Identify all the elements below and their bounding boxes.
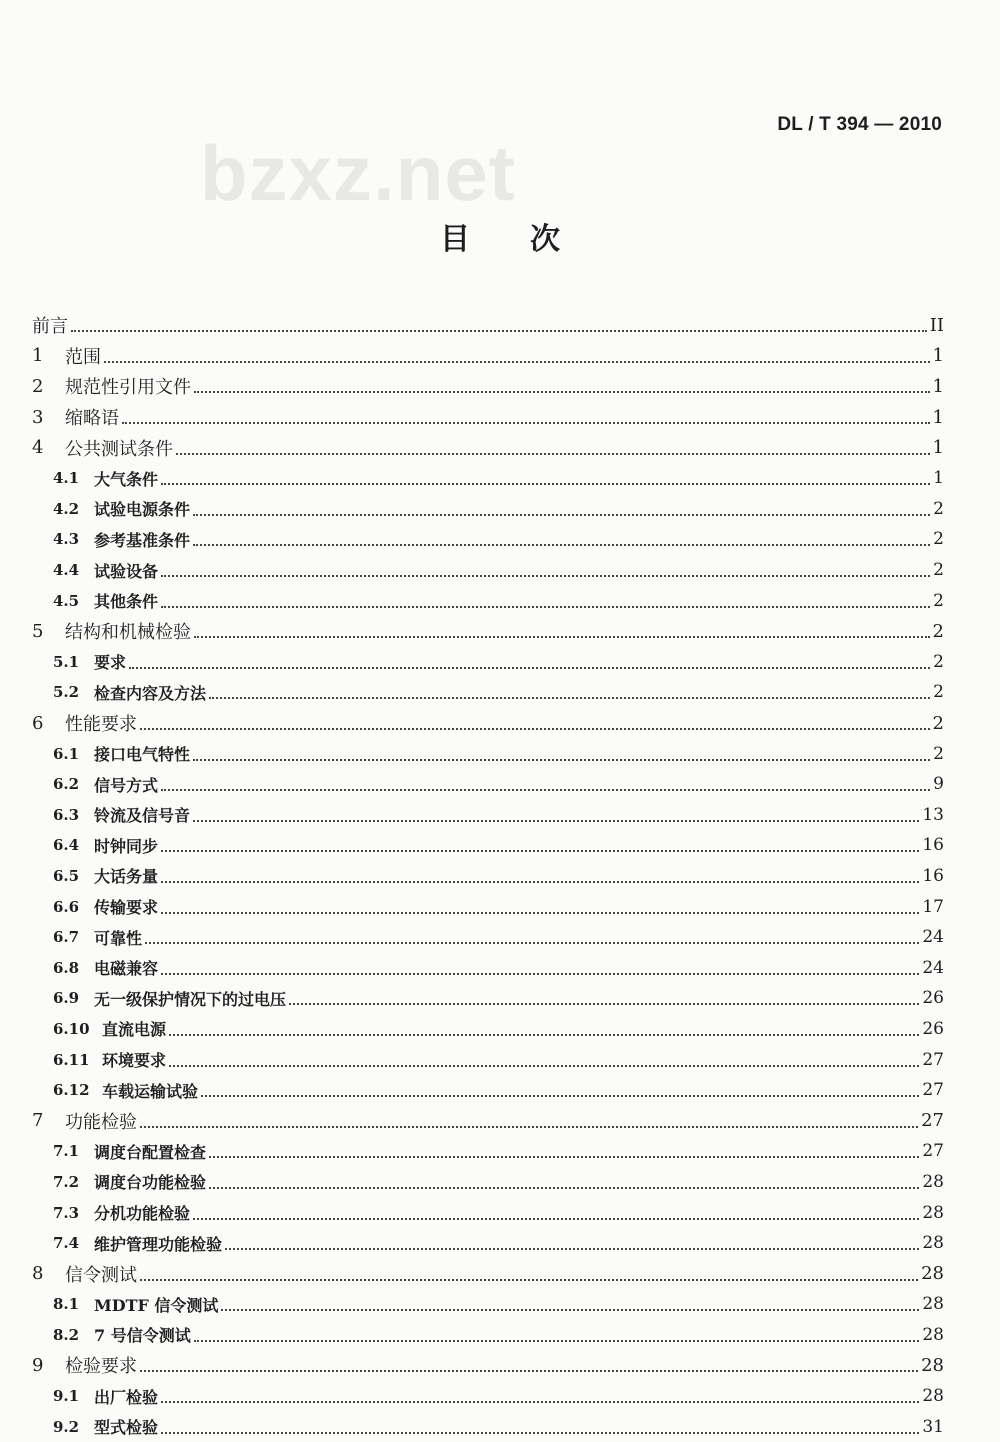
dot-leader (161, 606, 930, 608)
toc-entry-number: 4 (32, 437, 44, 459)
toc-entry-number: 4.5 (53, 591, 80, 610)
toc-entry-title: 性能要求 (65, 714, 137, 736)
dot-leader (209, 1156, 919, 1158)
toc-entry-page: 2 (933, 743, 944, 764)
dot-leader (289, 1003, 919, 1005)
dot-leader (194, 636, 930, 638)
dot-leader (140, 1279, 918, 1281)
toc-entry-number: 6.12 (53, 1081, 90, 1100)
dot-leader (194, 391, 930, 393)
toc-entry-title: 检验要求 (65, 1356, 137, 1378)
toc-entry-page: 2 (933, 529, 944, 550)
toc-entry-title: 分机功能检验 (94, 1204, 191, 1224)
toc-entry-title: 试验电源条件 (94, 500, 191, 520)
toc-entry-number: 6.9 (53, 989, 80, 1008)
toc-entry-title: 信号方式 (94, 775, 159, 795)
toc-entry-page: 2 (933, 560, 944, 581)
toc-entry-title: 其他条件 (94, 592, 159, 612)
toc-entry[interactable] (32, 1258, 944, 1289)
toc-entry-title: 时钟同步 (94, 836, 159, 856)
toc-entry[interactable] (32, 1411, 944, 1442)
toc-entry[interactable] (32, 1289, 944, 1320)
toc-entry[interactable] (32, 891, 944, 922)
toc-entry-page: 24 (922, 927, 944, 948)
toc-entry[interactable] (32, 647, 944, 678)
toc-entry-number: 4.4 (53, 561, 80, 580)
toc-entry-number: 5.1 (53, 652, 80, 671)
toc-entry-page: 2 (933, 590, 944, 611)
toc-entry-page: 13 (922, 804, 944, 825)
dot-leader (140, 728, 930, 730)
toc-entry-page: 27 (922, 1080, 944, 1101)
toc-entry-title: 检查内容及方法 (94, 683, 207, 703)
toc-entry[interactable] (32, 1075, 944, 1106)
toc-entry-number: 6.1 (53, 744, 80, 763)
toc-entry[interactable] (32, 800, 944, 831)
dot-leader (193, 759, 930, 761)
toc-entry-number: 4.3 (53, 530, 80, 549)
dot-leader (161, 483, 930, 485)
toc-entry-page: 17 (922, 896, 944, 917)
toc-entry-title: 大气条件 (94, 469, 159, 489)
toc-entry-page: 26 (922, 1018, 944, 1039)
toc-entry-title: MDTF 信令测试 (94, 1295, 219, 1315)
dot-leader (225, 1248, 919, 1250)
toc-entry-page: 1 (932, 437, 944, 459)
toc-entry-title: 车载运输试验 (102, 1081, 199, 1101)
toc-entry-page: 31 (922, 1416, 944, 1437)
dot-leader (161, 881, 919, 883)
toc-entry-number: 8.2 (53, 1325, 80, 1344)
toc-entry-title: 缩略语 (65, 408, 119, 430)
toc-entry-title: 功能检验 (65, 1111, 137, 1133)
toc-entry-title: 调度台配置检查 (94, 1142, 207, 1162)
toc-entry-page: 1 (932, 345, 944, 367)
toc-entry-title: 范围 (65, 346, 101, 368)
dot-leader (140, 1370, 918, 1372)
toc-entry-number: 6.4 (53, 836, 80, 855)
dot-leader (129, 667, 930, 669)
toc-entry-number: 9.1 (53, 1387, 80, 1406)
toc-entry[interactable] (32, 494, 944, 525)
toc-entry[interactable] (32, 371, 944, 402)
dot-leader (194, 1340, 920, 1342)
toc-entry-page: 28 (922, 1324, 944, 1345)
toc-entry-page: 16 (922, 865, 944, 886)
toc-entry[interactable] (32, 402, 944, 433)
toc-entry[interactable] (32, 952, 944, 983)
toc-entry[interactable] (32, 830, 944, 861)
dot-leader (104, 361, 930, 363)
toc-entry-number: 7.2 (53, 1172, 80, 1191)
toc-entry[interactable] (32, 555, 944, 586)
dot-leader (221, 1309, 919, 1311)
toc-entry-page: 1 (933, 468, 944, 489)
dot-leader (71, 330, 927, 332)
toc-entry-page: 9 (933, 774, 944, 795)
toc-entry-title: 出厂检验 (94, 1387, 159, 1407)
dot-leader (161, 1432, 919, 1434)
dot-leader (161, 912, 919, 914)
toc-entry-page: 26 (922, 988, 944, 1009)
toc-entry[interactable] (32, 1105, 944, 1136)
dot-leader (140, 1126, 918, 1128)
toc-entry-page: II (929, 314, 944, 336)
dot-leader (176, 453, 930, 455)
dot-leader (161, 789, 930, 791)
toc-title: 目次 (440, 222, 620, 257)
toc-entry-page: 28 (921, 1263, 944, 1285)
toc-entry-title: 维护管理功能检验 (94, 1234, 223, 1254)
toc-entry-page: 28 (922, 1202, 944, 1223)
toc-entry-page: 28 (922, 1294, 944, 1315)
dot-leader (161, 575, 930, 577)
toc-entry-page: 28 (922, 1386, 944, 1407)
toc-entry-title: 可靠性 (94, 928, 143, 948)
toc-entry[interactable] (32, 1167, 944, 1198)
dot-leader (122, 422, 930, 424)
toc-entry-title: 环境要求 (102, 1051, 167, 1071)
toc-entry[interactable] (32, 524, 944, 555)
toc-entry-title: 公共测试条件 (65, 438, 173, 460)
toc-entry-title: 直流电源 (102, 1020, 167, 1040)
toc-entry-title: 传输要求 (94, 898, 159, 918)
dot-leader (169, 1034, 919, 1036)
toc-entry[interactable] (32, 310, 944, 341)
document-code: DL / T 394 — 2010 (777, 114, 942, 135)
dot-leader (209, 697, 930, 699)
toc-entry[interactable] (32, 1320, 944, 1351)
toc-entry-title: 型式检验 (94, 1418, 159, 1438)
toc-entry-page: 28 (921, 1354, 944, 1376)
toc-entry[interactable] (32, 983, 944, 1014)
toc-entry[interactable] (32, 677, 944, 708)
toc-entry-page: 1 (932, 406, 944, 428)
toc-entry-number: 7.4 (53, 1234, 80, 1253)
toc-entry[interactable] (32, 1044, 944, 1075)
toc-entry-number: 5 (32, 620, 44, 642)
dot-leader (193, 514, 930, 516)
toc-entry-number: 2 (32, 375, 44, 397)
dot-leader (193, 544, 930, 546)
toc-entry-number: 6.8 (53, 958, 80, 977)
dot-leader (161, 850, 919, 852)
toc-entry-title: 接口电气特性 (94, 745, 191, 765)
toc-entry-title: 无一级保护情况下的过电压 (94, 989, 287, 1009)
toc-entry[interactable] (32, 922, 944, 953)
toc-entry-number: 4.1 (53, 469, 80, 488)
toc-entry-title: 参考基准条件 (94, 530, 191, 550)
toc-entry-number: 7 (32, 1110, 44, 1132)
toc-entry-number: 8.1 (53, 1295, 80, 1314)
dot-leader (161, 973, 919, 975)
toc-entry-page: 1 (932, 375, 944, 397)
toc-entry[interactable] (32, 1197, 944, 1228)
toc-entry-number: 8 (32, 1263, 44, 1285)
toc-entry-title: 信令测试 (65, 1264, 137, 1286)
toc-entry-page: 27 (922, 1049, 944, 1070)
toc-entry-number: 6.10 (53, 1019, 90, 1038)
toc-entry-title: 试验设备 (94, 561, 159, 581)
toc-entry[interactable] (32, 738, 944, 769)
toc-entry-number: 6.7 (53, 928, 80, 947)
dot-leader (209, 1187, 919, 1189)
toc-entry-title: 调度台功能检验 (94, 1173, 207, 1193)
toc-entry[interactable] (32, 1381, 944, 1412)
toc-entry-number: 6 (32, 712, 44, 734)
toc-entry-number: 7.3 (53, 1203, 80, 1222)
toc-entry[interactable] (32, 585, 944, 616)
toc-entry-page: 24 (922, 957, 944, 978)
toc-entry-number: 6.6 (53, 897, 80, 916)
dot-leader (193, 820, 919, 822)
toc-entry-number: 9.2 (53, 1417, 80, 1436)
toc-entry-page: 2 (933, 651, 944, 672)
toc-entry-title: 结构和机械检验 (65, 622, 191, 644)
dot-leader (193, 1218, 919, 1220)
toc-entry-number: 5.2 (53, 683, 80, 702)
toc-entry-title: 铃流及信号音 (94, 806, 191, 826)
toc-entry-page: 2 (932, 620, 944, 642)
toc-entry-number: 6.5 (53, 866, 80, 885)
table-of-contents (32, 310, 944, 1442)
toc-entry-title: 要求 (94, 653, 127, 673)
toc-entry-page: 28 (922, 1233, 944, 1254)
toc-entry-page: 2 (932, 712, 944, 734)
toc-entry[interactable] (32, 616, 944, 647)
toc-entry-number: 3 (32, 406, 44, 428)
toc-entry-page: 27 (921, 1110, 944, 1132)
dot-leader (145, 942, 919, 944)
toc-entry-title: 规范性引用文件 (65, 377, 191, 399)
toc-entry-number: 9 (32, 1354, 44, 1376)
toc-entry-title: 大话务量 (94, 867, 159, 887)
toc-entry-title: 7 号信令测试 (94, 1326, 191, 1346)
toc-entry-page: 2 (933, 498, 944, 519)
dot-leader (161, 1401, 919, 1403)
toc-entry[interactable] (32, 1228, 944, 1259)
toc-entry-page: 2 (933, 682, 944, 703)
toc-entry[interactable] (32, 1350, 944, 1381)
toc-entry-title: 电磁兼容 (94, 959, 159, 979)
toc-entry-number: 4.2 (53, 499, 80, 518)
toc-entry-number: 7.1 (53, 1142, 80, 1161)
dot-leader (201, 1095, 919, 1097)
toc-entry[interactable] (32, 463, 944, 494)
toc-entry[interactable] (32, 861, 944, 892)
toc-entry[interactable] (32, 1136, 944, 1167)
toc-entry-number: 6.2 (53, 775, 80, 794)
toc-entry[interactable] (32, 432, 944, 463)
watermark: bzxz.net (200, 129, 516, 217)
toc-entry[interactable] (32, 708, 944, 739)
toc-entry-page: 16 (922, 835, 944, 856)
toc-entry[interactable] (32, 341, 944, 372)
toc-entry-number: 6.3 (53, 805, 80, 824)
toc-entry-title: 前言 (32, 316, 68, 338)
dot-leader (169, 1065, 919, 1067)
toc-entry[interactable] (32, 1014, 944, 1045)
toc-entry-page: 27 (922, 1141, 944, 1162)
toc-entry[interactable] (32, 769, 944, 800)
toc-entry-page: 28 (922, 1171, 944, 1192)
toc-entry-number: 1 (32, 345, 44, 367)
toc-entry-number: 6.11 (53, 1050, 90, 1069)
